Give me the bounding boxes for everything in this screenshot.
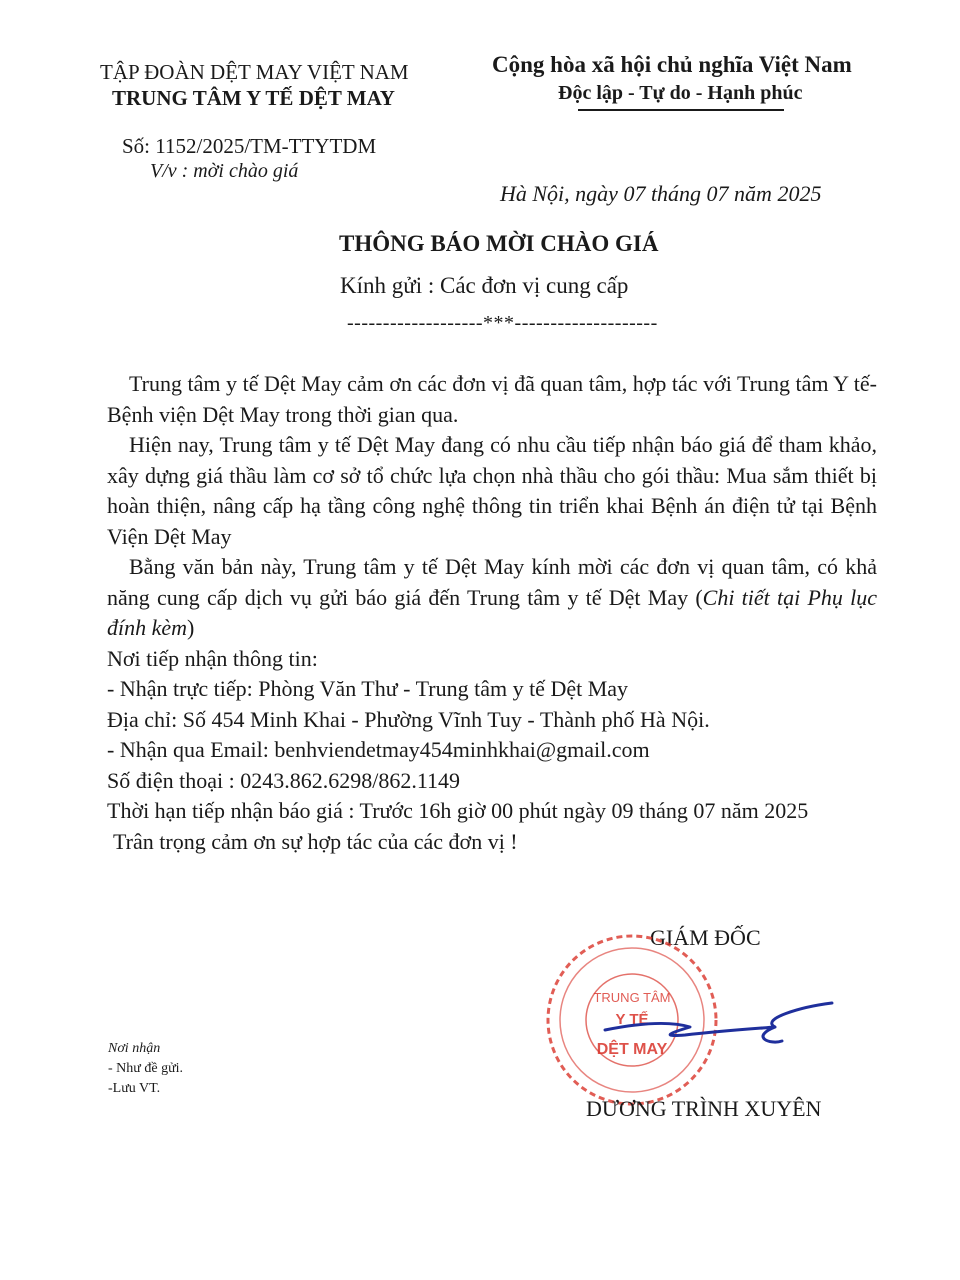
signer-name: DƯƠNG TRÌNH XUYÊN	[586, 1096, 822, 1121]
recipients-label: Nơi nhận	[108, 1041, 161, 1056]
address-line: Địa chỉ: Số 454 Minh Khai - Phường Vĩnh Tuy - Thành phố Hà Nội.	[107, 706, 710, 732]
svg-text:DỆT MAY: DỆT MAY	[596, 1041, 668, 1058]
recipient-item: -Lưu VT.	[108, 1081, 161, 1096]
document-subject: V/v : mời chào giá	[150, 160, 299, 182]
organization-parent: TẬP ĐOÀN DỆT MAY VIỆT NAM	[100, 60, 409, 84]
letter-body	[107, 369, 877, 857]
deadline-line: Thời hạn tiếp nhận báo giá : Trước 16h giờ 00 phút ngày 09 tháng 07 năm 2025	[107, 798, 809, 823]
paragraph-thanks-intro: Trung tâm y tế Dệt May cảm ơn các đơn vị đã quan tâm, hợp tác với Trung tâm Y tế-Bệnh viện Dệt May trong thời gian qua.	[107, 371, 877, 427]
motto-underline	[578, 109, 784, 111]
recipient-line: Kính gửi : Các đơn vị cung cấp	[340, 273, 629, 298]
direct-receipt: - Nhận trực tiếp: Phòng Văn Thư - Trung tâm y tế Dệt May	[107, 676, 629, 701]
info-label: Nơi tiếp nhận thông tin:	[107, 645, 318, 671]
email-line: - Nhận qua Email: benhviendetmay454minhkhai@gmail.com	[107, 737, 650, 762]
reference-number: Số: 1152/2025/TM-TTYTDM	[122, 134, 377, 158]
organization-name: TRUNG TÂM Y TẾ DỆT MAY	[112, 86, 395, 110]
closing-thanks: Trân trọng cảm ơn sự hợp tác của các đơn vị !	[113, 828, 518, 854]
svg-text:TRUNG TÂM: TRUNG TÂM	[593, 990, 671, 1005]
document-date: Hà Nội, ngày 07 tháng 07 năm 2025	[500, 181, 822, 206]
phone-line: Số điện thoại : 0243.862.6298/862.1149	[107, 767, 461, 793]
handwritten-signature	[600, 995, 840, 1055]
paragraph-need: Hiện nay, Trung tâm y tế Dệt May đang có nhu cầu tiếp nhận báo giá để tham khảo, xây dựng giá thầu làm cơ sở tổ chức lựa chọn nhà thầu cho gói thầu: Mua sắm thiết bị hoàn thiện, nâng cấp hạ tầng công nghệ thông tin triển khai Bệnh án điện tử tại Bệnh Viện Dệt May	[107, 432, 877, 549]
national-motto: Độc lập - Tự do - Hạnh phúc	[558, 82, 803, 104]
signer-title: GIÁM ĐỐC	[650, 925, 761, 950]
separator-line: -------------------***--------------------	[347, 312, 658, 334]
country-heading: Cộng hòa xã hội chủ nghĩa Việt Nam	[492, 52, 852, 77]
invitation-close-paren: )	[187, 615, 195, 640]
svg-text:Y TẾ: Y TẾ	[615, 1011, 649, 1028]
document-title: THÔNG BÁO MỜI CHÀO GIÁ	[339, 231, 659, 256]
appendix-reference: Chi tiết tại Phụ lục đính kèm	[107, 584, 877, 640]
invitation-text: Bằng văn bản này, Trung tâm y tế Dệt May kính mời các đơn vị quan tâm, có khả năng cung cấp dịch vụ gửi báo giá đến Trung tâm y tế Dệt May (	[107, 554, 877, 610]
recipient-item: - Như đề gửi.	[108, 1061, 184, 1076]
paragraph-invitation	[107, 552, 877, 644]
